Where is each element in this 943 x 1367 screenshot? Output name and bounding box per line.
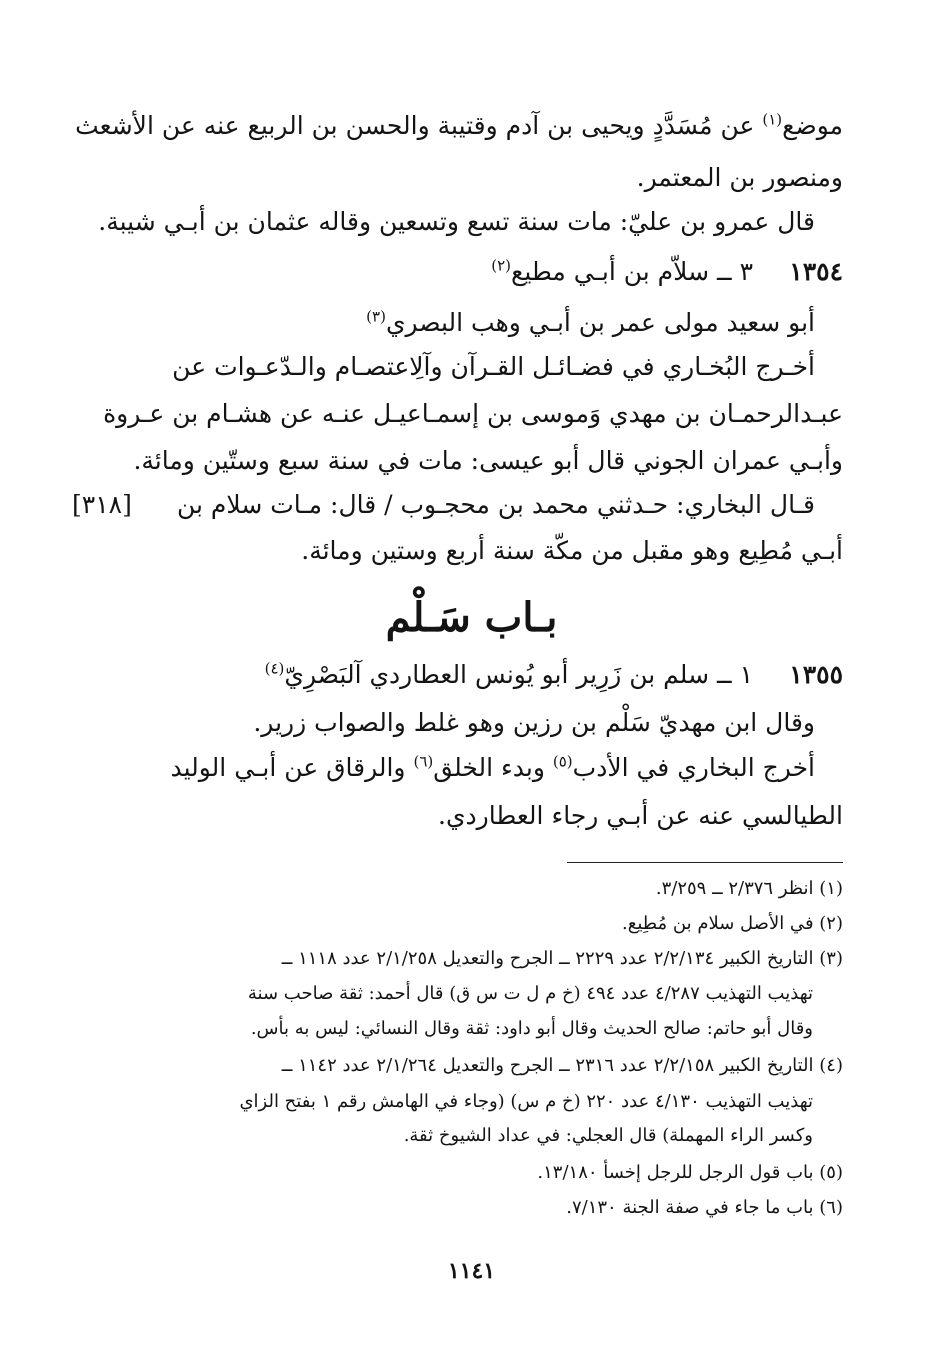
body-line: أبو سعيد مولى عمر بن أبـي وهب البصري$^{(٣)}$ bbox=[366, 307, 815, 337]
entry-title: ١ ــ سلم بن زَرِير أبو يُونس العطاردي آلبَصْرِيّ$^{(٤)}$ bbox=[264, 659, 753, 689]
body-line: موضع$^{(١)}$ عن مُسَدَّدٍ ويحيى بن آدم وقتيبة والحسن بن الربيع عنه عن الأشعث bbox=[75, 110, 843, 140]
body-line: قال عمرو بن عليّ: مات سنة تسع وتسعين وقاله عثمان بن أبـي شيبة. bbox=[98, 207, 815, 236]
body-line: وأبـي عمران الجوني قال أبو عيسى: مات في سنة سبع وستّين ومائة. bbox=[133, 446, 843, 475]
footnote-ref: (٣) bbox=[366, 307, 386, 326]
footnote-ref: (٢) bbox=[491, 256, 512, 275]
footnote-continuation: وقال أبو حاتم: صالح الحديث وقال أبو داود: ثقة وقال النسائي: ليس به بأس. bbox=[250, 1018, 813, 1039]
section-heading: بـاب سَـلْم bbox=[385, 594, 558, 641]
entry-number: ١٣٥٤ bbox=[789, 257, 843, 286]
footnote: (١) انظر ٢/٣٧٦ ــ ٣/٢٥٩. bbox=[655, 878, 843, 899]
footnote-ref: (١) bbox=[762, 110, 783, 129]
margin-marker: [٣١٨] bbox=[72, 490, 132, 519]
footnote-separator bbox=[567, 862, 843, 863]
footnote-ref: (٥) bbox=[552, 752, 573, 771]
footnote: (٣) التاريخ الكبير ٢/٢/١٣٤ عدد ٢٢٢٩ ــ الجرح والتعديل ٢/١/٢٥٨ عدد ١١١٨ ــ bbox=[281, 948, 843, 969]
body-line: قـال البخاري: حـدثني محمد بن محجـوب / قال: مـات سلام بن bbox=[176, 490, 815, 519]
entry-number: ١٣٥٥ bbox=[789, 660, 843, 689]
body-line: وقال ابن مهديّ سَلْم بن رزين وهو غلط والصواب زرير. bbox=[253, 708, 815, 737]
footnote: (٦) باب ما جاء في صفة الجنة ٧/١٣٠. bbox=[566, 1197, 843, 1218]
page-number: ١١٤١ bbox=[447, 1258, 496, 1284]
body-line: ومنصور بن المعتمر. bbox=[636, 163, 843, 192]
body-line: عبـدالرحمـان بن مهدي وَموسى بن إسمـاعيـل عنـه عن هشـام بن عـروة bbox=[103, 399, 843, 428]
footnote-continuation: تهذيب التهذيب ٤/٢٨٧ عدد ٤٩٤ (خ م ل ت س ق) قال أحمد: ثقة صاحب سنة bbox=[247, 983, 813, 1004]
footnote: (٢) في الأصل سلام بن مُطِيع. bbox=[622, 913, 843, 934]
body-line: أخرج البخاري في الأدب$^{(٥)}$ وبدء الخلق$^{(٦)}$ والرقاق عن أبـي الوليد bbox=[170, 752, 815, 782]
footnote-ref: (٤) bbox=[264, 659, 285, 678]
footnote-continuation: وكسر الراء المهملة) قال العجلي: في عداد الشيوخ ثقة. bbox=[403, 1125, 813, 1146]
footnote: (٥) باب قول الرجل للرجل إخسأ ١٣/١٨٠. bbox=[537, 1162, 843, 1183]
entry-title: ٣ ــ سلاّم بن أبـي مطيع$^{(٢)}$ bbox=[491, 256, 753, 286]
footnote-ref: (٦) bbox=[413, 752, 434, 771]
body-line: أخـرج البُخـاري في فضـائـل القـرآن وآلِاعتصـام والـدّعـوات عن bbox=[172, 352, 815, 381]
body-line: الطيالسي عنه عن أبـي رجاء العطاردي. bbox=[438, 801, 843, 830]
footnote: (٤) التاريخ الكبير ٢/٢/١٥٨ عدد ٢٣١٦ ــ الجرح والتعديل ٢/١/٢٦٤ عدد ١١٤٢ ــ bbox=[281, 1055, 843, 1076]
body-line: أبـي مُطِيع وهو مقبل من مكّة سنة أربع وستين ومائة. bbox=[301, 536, 843, 565]
footnote-continuation: تهذيب التهذيب ٤/١٣٠ عدد ٢٢٠ (خ م س) (وجاء في الهامش رقم ١ بفتح الزاي bbox=[239, 1091, 813, 1112]
